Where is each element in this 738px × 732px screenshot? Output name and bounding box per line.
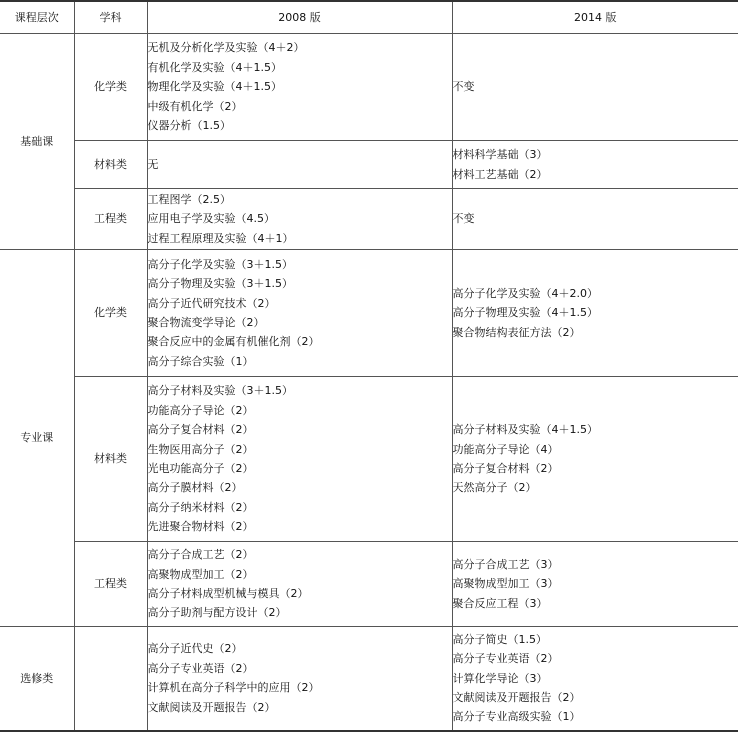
course-item: 高分子近代史（2）	[147, 642, 243, 656]
course-item: 高聚物成型加工（3）	[452, 577, 559, 591]
course-item: 应用电子学及实验（4.5）	[147, 212, 275, 226]
course-item: 文献阅读及开题报告（2）	[452, 690, 581, 704]
table-row	[0, 34, 738, 141]
course-item: 高分子纳米材料（2）	[147, 500, 254, 514]
courses-2014-cell	[452, 34, 738, 141]
course-item: 高分子物理及实验（3＋1.5）	[147, 277, 293, 291]
table-row	[0, 627, 738, 731]
header-course-level: 课程层次	[0, 1, 74, 34]
course-item: 高分子专业英语（2）	[452, 652, 559, 666]
course-item: 高聚物成型加工（2）	[147, 567, 254, 581]
courses-2014-cell	[452, 189, 738, 250]
courses-2008-cell	[147, 627, 452, 731]
course-item: 无机及分析化学及实验（4＋2）	[147, 41, 305, 55]
courses-2014-cell	[452, 250, 738, 377]
course-item: 有机化学及实验（4＋1.5）	[147, 60, 282, 74]
course-item: 高分子专业高级实验（1）	[452, 710, 581, 724]
course-item: 物理化学及实验（4＋1.5）	[147, 80, 282, 94]
header-2008-edition: 2008 版	[147, 1, 452, 34]
course-item: 高分子化学及实验（3＋1.5）	[147, 257, 293, 271]
courses-2008-cell	[147, 377, 452, 542]
course-item: 文献阅读及开题报告（2）	[147, 700, 276, 714]
header-subject: 学科	[74, 1, 147, 34]
course-item: 过程工程原理及实验（4＋1）	[147, 231, 294, 245]
course-item: 功能高分子导论（2）	[147, 403, 254, 417]
course-item: 高分子近代研究技术（2）	[147, 296, 276, 310]
course-item: 高分子复合材料（2）	[147, 423, 254, 437]
subject-cell: 材料类	[74, 377, 147, 542]
course-item: 仪器分析（1.5）	[147, 119, 231, 133]
course-item: 高分子合成工艺（2）	[147, 548, 254, 562]
course-item: 高分子材料成型机械与模具（2）	[147, 587, 309, 600]
course-item: 功能高分子导论（4）	[452, 442, 559, 456]
course-item: 无	[147, 157, 159, 171]
course-item: 高分子材料及实验（3＋1.5）	[147, 384, 293, 398]
courses-2014-cell	[452, 542, 738, 627]
table-row	[0, 189, 738, 250]
courses-2014-cell	[452, 377, 738, 542]
course-item: 不变	[452, 212, 475, 226]
subject-cell: 工程类	[74, 542, 147, 627]
courses-2014-cell	[452, 627, 738, 731]
course-item: 聚合物结构表征方法（2）	[452, 325, 581, 339]
subject-cell: 化学类	[74, 34, 147, 141]
table-row	[0, 542, 738, 627]
course-item: 先进聚合物材料（2）	[147, 520, 254, 534]
course-item: 聚合反应工程（3）	[452, 596, 548, 610]
course-item: 高分子复合材料（2）	[452, 462, 559, 475]
courses-2008-cell	[147, 542, 452, 627]
subject-cell	[74, 627, 147, 731]
course-item: 聚合反应中的金属有机催化剂（2）	[147, 335, 320, 349]
courses-2008-cell	[147, 34, 452, 141]
courses-2008-cell	[147, 189, 452, 250]
course-level-cell: 基础课	[0, 34, 74, 250]
course-item: 高分子助剂与配方设计（2）	[147, 606, 287, 620]
table-row	[0, 250, 738, 377]
subject-cell: 化学类	[74, 250, 147, 377]
course-item: 高分子综合实验（1）	[147, 354, 254, 368]
course-item: 计算化学导论（3）	[452, 671, 548, 685]
course-item: 天然高分子（2）	[452, 481, 537, 495]
subject-cell: 工程类	[74, 189, 147, 250]
courses-2008-cell	[147, 141, 452, 189]
course-item: 高分子专业英语（2）	[147, 661, 254, 675]
course-item: 高分子合成工艺（3）	[452, 557, 559, 571]
table-row	[0, 141, 738, 189]
course-item: 工程图学（2.5）	[147, 192, 231, 206]
course-item: 高分子化学及实验（4＋2.0）	[452, 286, 598, 300]
course-item: 高分子材料及实验（4＋1.5）	[452, 423, 598, 437]
course-item: 材料科学基础（3）	[452, 148, 548, 162]
course-level-cell: 选修类	[0, 627, 74, 731]
subject-cell: 材料类	[74, 141, 147, 189]
course-item: 光电功能高分子（2）	[147, 462, 254, 475]
course-item: 高分子膜材料（2）	[147, 481, 243, 495]
course-item: 高分子简史（1.5）	[452, 632, 547, 646]
courses-2014-cell	[452, 141, 738, 189]
course-level-cell: 专业课	[0, 250, 74, 627]
courses-2008-cell	[147, 250, 452, 377]
course-item: 聚合物流变学导论（2）	[147, 316, 265, 329]
course-item: 计算机在高分子科学中的应用（2）	[147, 681, 320, 695]
table-header-row	[0, 1, 738, 34]
course-item: 材料工艺基础（2）	[452, 167, 548, 181]
course-item: 中级有机化学（2）	[147, 99, 243, 113]
table-body	[0, 34, 738, 731]
course-item: 不变	[452, 80, 475, 94]
table-row	[0, 377, 738, 542]
course-item: 高分子物理及实验（4＋1.5）	[452, 306, 598, 320]
header-2014-edition: 2014 版	[452, 1, 738, 34]
course-item: 生物医用高分子（2）	[147, 442, 254, 456]
